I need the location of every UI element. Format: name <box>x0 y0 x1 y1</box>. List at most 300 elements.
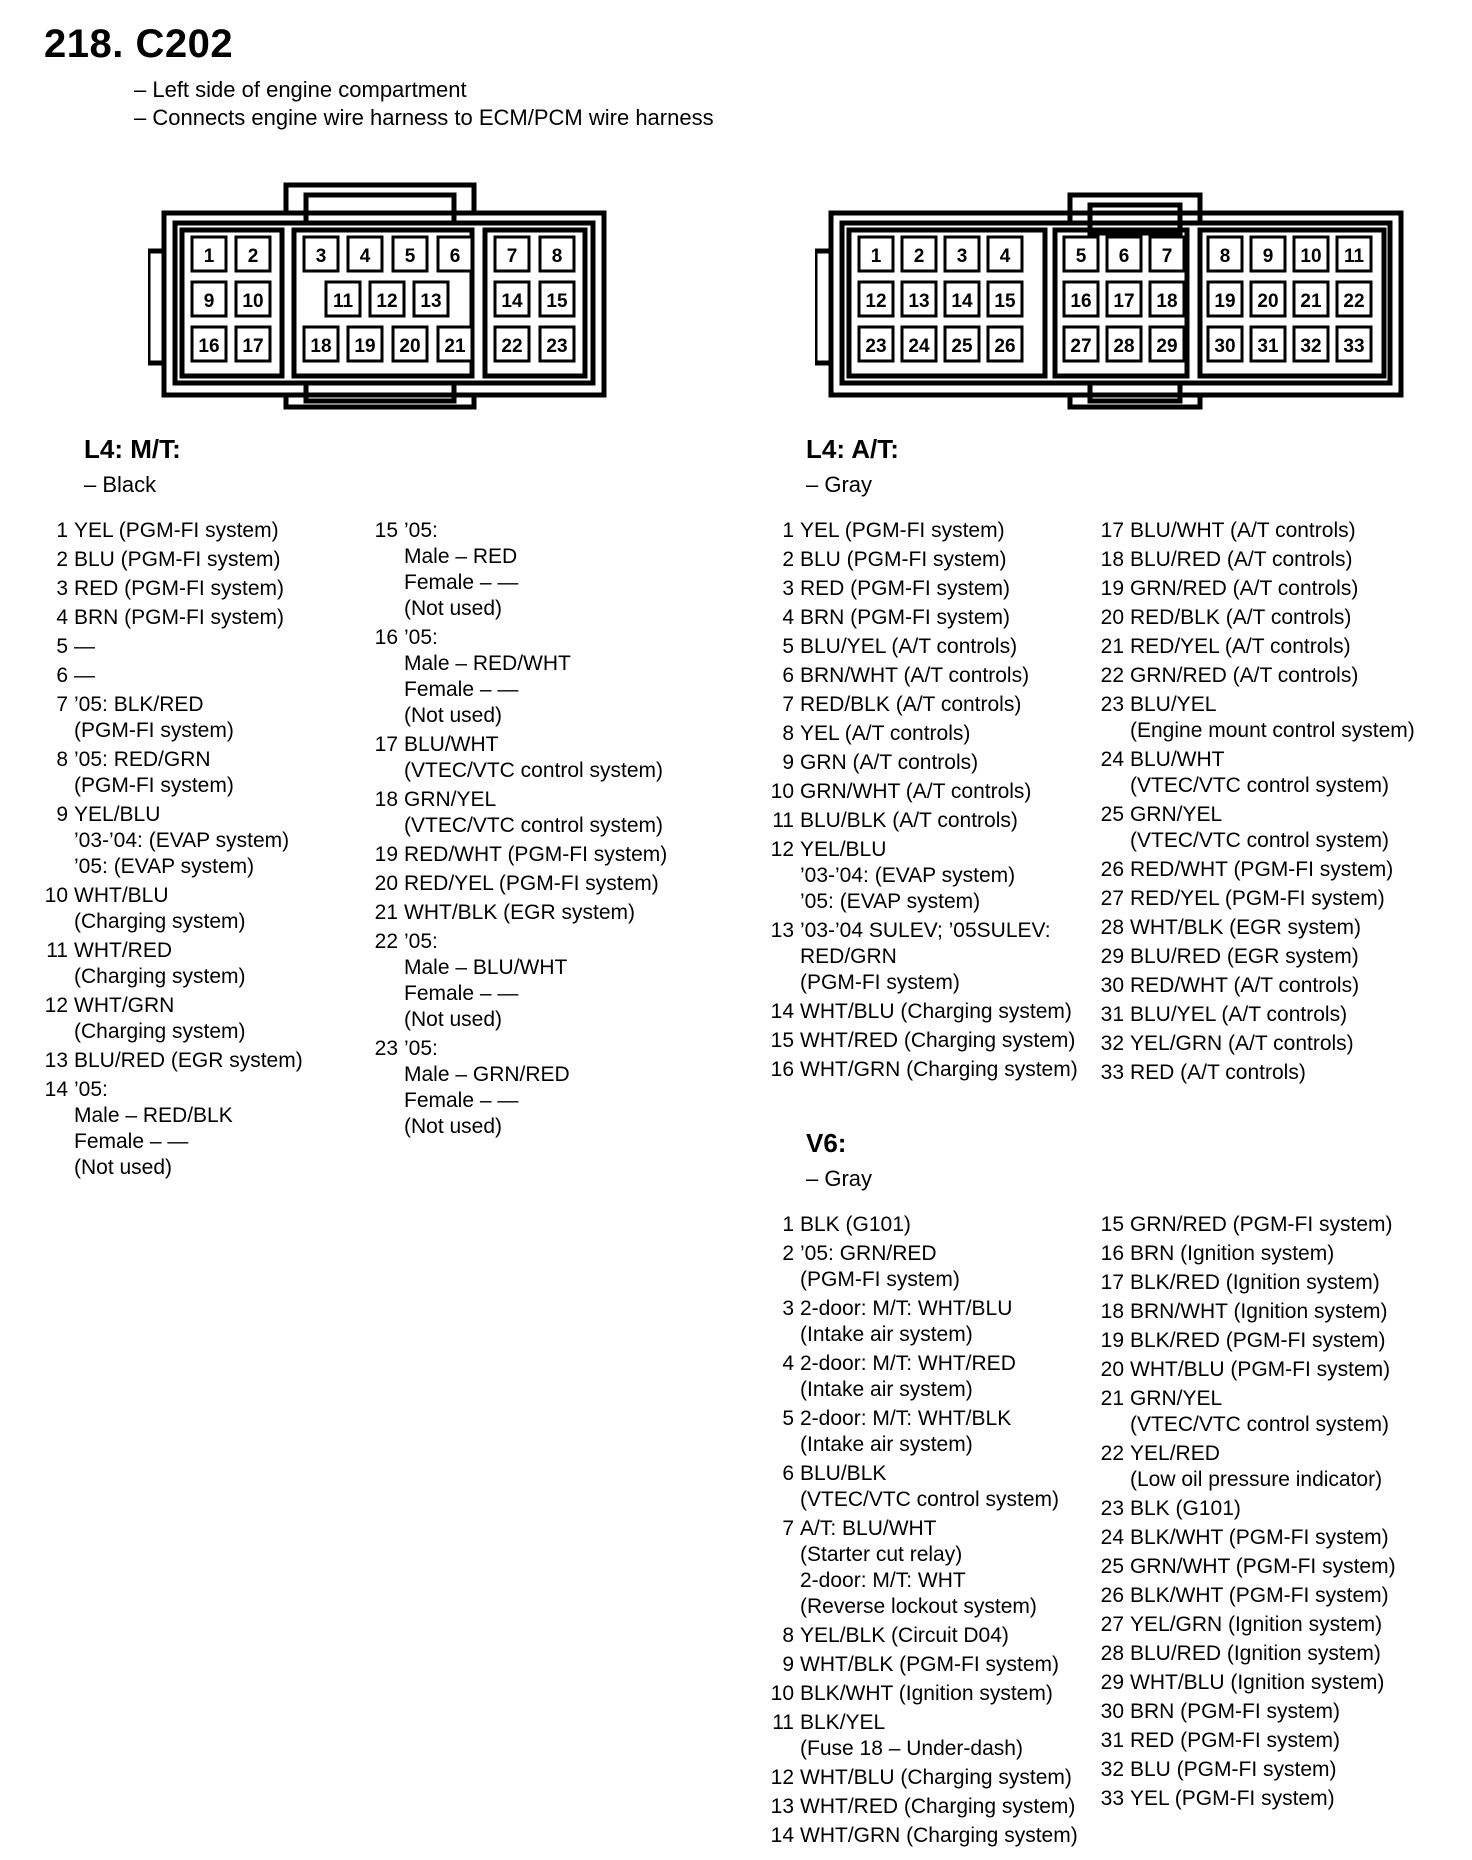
pin-label: 26 <box>994 336 1016 357</box>
pin-entry <box>766 1652 1078 1678</box>
pin-entry <box>1096 1328 1396 1354</box>
pin-description: RED (PGM-FI system) <box>74 577 284 600</box>
pin-entry <box>766 1212 1078 1238</box>
pin-number: 10 <box>770 780 794 803</box>
pin-description: BLU/WHT (VTEC/VTC control system) <box>404 733 664 782</box>
pin-label: 32 <box>1300 336 1322 357</box>
pin-label: 16 <box>1070 291 1092 312</box>
heading-l4-at: L4: A/T: <box>806 434 899 464</box>
pin-label: 33 <box>1343 336 1365 357</box>
pin-description: ’05: Male – RED/BLK Female – — (Not used) <box>74 1078 233 1179</box>
pin-number: 24 <box>1100 1526 1124 1549</box>
pin-description: YEL/BLK (Circuit D04) <box>800 1624 1009 1647</box>
pin-description: WHT/RED (Charging system) <box>800 1029 1076 1052</box>
pin-description: BLU/RED (EGR system) <box>1130 945 1359 968</box>
pin-number: 23 <box>374 1037 398 1060</box>
heading-l4-mt: L4: M/T: <box>84 434 181 464</box>
pin-description: RED/BLK (A/T controls) <box>800 693 1022 716</box>
pin-label: 22 <box>501 336 523 357</box>
pin-entry <box>40 576 303 602</box>
pin-entry <box>370 842 667 868</box>
pin-description: GRN/RED (A/T controls) <box>1130 664 1359 687</box>
pin-description: GRN/WHT (A/T controls) <box>800 780 1032 803</box>
pin-entry <box>1096 518 1415 544</box>
pin-description: ’05: Male – RED/WHT Female – — (Not used) <box>404 626 571 727</box>
pin-entry <box>40 605 303 631</box>
pin-number: 10 <box>770 1682 794 1705</box>
pin-number: 13 <box>770 919 794 942</box>
pin-number: 2 <box>782 548 794 571</box>
pin-label: 13 <box>908 291 930 312</box>
pin-description: ’05: Male – BLU/WHT Female – — (Not used) <box>404 930 568 1031</box>
pin-entry <box>40 993 303 1045</box>
pin-description: BLK/RED (Ignition system) <box>1130 1271 1380 1294</box>
pin-number: 25 <box>1100 1555 1124 1578</box>
pin-number: 4 <box>56 606 68 629</box>
pin-description: YEL (PGM-FI system) <box>800 519 1005 542</box>
pin-number: 31 <box>1100 1729 1124 1752</box>
pin-description: YEL/BLU ’03-’04: (EVAP system) ’05: (EVAP system) <box>74 803 290 878</box>
pin-entry <box>1096 1441 1396 1493</box>
pin-number: 22 <box>1100 1442 1124 1465</box>
pin-number: 1 <box>56 519 68 542</box>
pin-entry <box>766 779 1078 805</box>
pin-description: GRN/YEL (VTEC/VTC control system) <box>404 788 664 837</box>
pin-description: BLK/WHT (PGM-FI system) <box>1130 1584 1389 1607</box>
pin-entry <box>1096 1583 1396 1609</box>
pin-description: BLK (G101) <box>800 1213 911 1236</box>
pin-label: 19 <box>1214 291 1236 312</box>
pin-number: 13 <box>770 1795 794 1818</box>
pin-entry <box>766 605 1078 631</box>
pin-label: 30 <box>1214 336 1236 357</box>
pin-description: YEL/BLU ’03-’04: (EVAP system) ’05: (EVAP system) <box>800 838 1016 913</box>
pin-number: 31 <box>1100 1003 1124 1026</box>
heading-v6: V6: <box>806 1128 847 1158</box>
pin-number: 17 <box>374 733 398 756</box>
pin-number: 16 <box>374 626 398 649</box>
pin-entry <box>1096 886 1415 912</box>
pin-entry <box>1096 1554 1396 1580</box>
pin-entry <box>40 1048 303 1074</box>
pin-number: 11 <box>772 809 794 832</box>
pin-label: 21 <box>444 336 466 357</box>
pin-number: 30 <box>1100 1700 1124 1723</box>
pin-description: 2-door: M/T: WHT/BLK (Intake air system) <box>800 1407 1012 1456</box>
pin-entry <box>370 518 667 622</box>
pin-label: 7 <box>1161 246 1173 267</box>
pin-entry <box>1096 1757 1396 1783</box>
pin-entry <box>1096 915 1415 941</box>
pin-entry <box>766 547 1078 573</box>
pin-number: 18 <box>1100 1300 1124 1323</box>
pin-number: 26 <box>1100 858 1124 881</box>
pin-label: 3 <box>315 246 327 267</box>
pin-number: 6 <box>782 1462 794 1485</box>
pin-description: — <box>74 664 95 687</box>
pin-entry <box>1096 802 1415 854</box>
pin-number: 7 <box>56 693 68 716</box>
pin-number: 23 <box>1100 1497 1124 1520</box>
pin-number: 17 <box>1100 1271 1124 1294</box>
pin-entry <box>1096 747 1415 799</box>
pin-entry <box>766 1794 1078 1820</box>
pin-label: 28 <box>1113 336 1135 357</box>
pin-entry <box>370 787 667 839</box>
pin-entry <box>766 576 1078 602</box>
pin-number: 29 <box>1100 945 1124 968</box>
pin-label: 29 <box>1156 336 1178 357</box>
pin-description: BRN (Ignition system) <box>1130 1242 1335 1265</box>
pin-list-v6-col1 <box>766 1212 1078 1852</box>
pin-description: BLK/RED (PGM-FI system) <box>1130 1329 1386 1352</box>
pin-entry <box>766 1296 1078 1348</box>
pin-entry <box>766 1681 1078 1707</box>
pin-entry <box>40 747 303 799</box>
pin-description: ’05: RED/GRN (PGM-FI system) <box>74 748 234 797</box>
pin-entry <box>1096 1641 1396 1667</box>
pin-entry <box>370 625 667 729</box>
pin-number: 19 <box>374 843 398 866</box>
pin-label: 15 <box>546 291 568 312</box>
pin-entry <box>766 1461 1078 1513</box>
pin-entry <box>1096 1386 1396 1438</box>
pin-number: 16 <box>1100 1242 1124 1265</box>
pin-entry <box>1096 1299 1396 1325</box>
pin-number: 8 <box>782 1624 794 1647</box>
pin-description: 2-door: M/T: WHT/BLU (Intake air system) <box>800 1297 1013 1346</box>
pin-description: BLU/BLK (A/T controls) <box>800 809 1018 832</box>
pin-entry <box>1096 973 1415 999</box>
pin-description: WHT/BLU (Charging system) <box>800 1766 1072 1789</box>
pin-description: BLK (G101) <box>1130 1497 1241 1520</box>
pin-number: 27 <box>1100 887 1124 910</box>
pin-label: 18 <box>1156 291 1178 312</box>
pin-description: GRN (A/T controls) <box>800 751 979 774</box>
pin-number: 32 <box>1100 1758 1124 1781</box>
pin-number: 9 <box>782 1653 794 1676</box>
pin-description: GRN/YEL (VTEC/VTC control system) <box>1130 803 1390 852</box>
pin-description: RED (A/T controls) <box>1130 1061 1306 1084</box>
pin-entry <box>1096 857 1415 883</box>
pin-label: 17 <box>1113 291 1135 312</box>
pin-entry <box>1096 1270 1396 1296</box>
pin-entry <box>1096 1612 1396 1638</box>
pin-description: WHT/GRN (Charging system) <box>800 1824 1078 1847</box>
pin-entry <box>370 929 667 1033</box>
pin-entry <box>40 518 303 544</box>
pin-entry <box>766 663 1078 689</box>
pin-label: 11 <box>1343 246 1365 267</box>
pin-label: 5 <box>404 246 416 267</box>
pin-number: 3 <box>56 577 68 600</box>
pin-entry <box>766 1710 1078 1762</box>
pin-description: BLU/RED (EGR system) <box>74 1049 303 1072</box>
pin-number: 26 <box>1100 1584 1124 1607</box>
pin-entry <box>1096 663 1415 689</box>
pin-description: 2-door: M/T: WHT/RED (Intake air system) <box>800 1352 1016 1401</box>
pin-label: 5 <box>1075 246 1087 267</box>
pin-label: 3 <box>956 246 968 267</box>
pin-number: 5 <box>782 635 794 658</box>
connector-diagram-23pin <box>148 180 608 410</box>
pin-number: 28 <box>1100 1642 1124 1665</box>
pin-label: 10 <box>242 291 264 312</box>
pin-label: 9 <box>1262 246 1274 267</box>
pin-description: BLK/WHT (Ignition system) <box>800 1682 1053 1705</box>
pin-entry <box>1096 944 1415 970</box>
pin-label: 15 <box>994 291 1016 312</box>
pin-number: 6 <box>56 664 68 687</box>
pin-label: 24 <box>908 336 930 357</box>
pin-number: 13 <box>44 1049 68 1072</box>
pin-entry <box>766 750 1078 776</box>
description-connection: – Connects engine wire harness to ECM/PCM wire harness <box>134 105 714 130</box>
pin-number: 10 <box>44 884 68 907</box>
pin-entry <box>766 1623 1078 1649</box>
pin-entry <box>1096 1670 1396 1696</box>
pin-entry <box>1096 576 1415 602</box>
pin-description: A/T: BLU/WHT (Starter cut relay) 2-door: M/T: WHT (Reverse lockout system) <box>800 1517 1037 1618</box>
connector-diagram-33pin <box>815 180 1405 410</box>
pin-description: BLU (PGM-FI system) <box>74 548 281 571</box>
pin-label: 4 <box>999 246 1011 267</box>
pin-description: BRN (PGM-FI system) <box>1130 1700 1340 1723</box>
pin-number: 33 <box>1100 1787 1124 1810</box>
pin-number: 33 <box>1100 1061 1124 1084</box>
pin-number: 28 <box>1100 916 1124 939</box>
pin-entry <box>766 1028 1078 1054</box>
pin-label: 20 <box>399 336 421 357</box>
pin-description: BLU/YEL (Engine mount control system) <box>1130 693 1415 742</box>
pin-number: 9 <box>56 803 68 826</box>
pin-description: WHT/BLU (Charging system) <box>800 1000 1072 1023</box>
pin-entry <box>766 721 1078 747</box>
pin-label: 23 <box>546 336 568 357</box>
pin-label: 6 <box>1118 246 1130 267</box>
page-title: 218. C202 <box>44 22 234 66</box>
pin-number: 8 <box>56 748 68 771</box>
pin-label: 27 <box>1070 336 1092 357</box>
pin-label: 9 <box>203 291 215 312</box>
pin-description: WHT/BLK (EGR system) <box>1130 916 1362 939</box>
pin-description: WHT/RED (Charging system) <box>800 1795 1076 1818</box>
pin-entry <box>766 808 1078 834</box>
pin-description: BRN (PGM-FI system) <box>800 606 1010 629</box>
pin-number: 12 <box>770 838 794 861</box>
pin-description: RED/WHT (PGM-FI system) <box>404 843 668 866</box>
pin-label: 8 <box>551 246 563 267</box>
pin-label: 18 <box>310 336 332 357</box>
pin-description: RED/BLK (A/T controls) <box>1130 606 1352 629</box>
pin-label: 16 <box>198 336 220 357</box>
pin-entry <box>370 871 667 897</box>
pin-number: 18 <box>1100 548 1124 571</box>
pin-number: 22 <box>374 930 398 953</box>
pin-number: 18 <box>374 788 398 811</box>
pin-number: 20 <box>1100 1358 1124 1381</box>
pin-entry <box>1096 1212 1396 1238</box>
pin-label: 2 <box>247 246 259 267</box>
pin-label: 31 <box>1257 336 1279 357</box>
pin-number: 14 <box>770 1000 794 1023</box>
pin-number: 12 <box>770 1766 794 1789</box>
pin-entry <box>370 1036 667 1140</box>
pin-description: BLU/WHT (A/T controls) <box>1130 519 1356 542</box>
pin-number: 2 <box>782 1242 794 1265</box>
pin-description: RED (PGM-FI system) <box>1130 1729 1340 1752</box>
pin-number: 15 <box>374 519 398 542</box>
pin-entry <box>1096 1357 1396 1383</box>
pin-number: 1 <box>782 1213 794 1236</box>
pin-entry <box>766 1516 1078 1620</box>
pin-entry <box>766 999 1078 1025</box>
pin-description: BLK/WHT (PGM-FI system) <box>1130 1526 1389 1549</box>
pin-number: 3 <box>782 1297 794 1320</box>
pin-entry <box>40 663 303 689</box>
pin-entry <box>766 1765 1078 1791</box>
pin-label: 1 <box>203 246 215 267</box>
pin-label: 12 <box>376 291 398 312</box>
pin-description: YEL (PGM-FI system) <box>74 519 279 542</box>
pin-description: GRN/RED (A/T controls) <box>1130 577 1359 600</box>
pin-description: WHT/BLU (PGM-FI system) <box>1130 1358 1391 1381</box>
pin-description: ’05: GRN/RED (PGM-FI system) <box>800 1242 960 1291</box>
pin-number: 15 <box>770 1029 794 1052</box>
pin-description: WHT/GRN (Charging system) <box>74 994 246 1043</box>
pin-description: YEL/GRN (A/T controls) <box>1130 1032 1354 1055</box>
pin-label: 8 <box>1219 246 1231 267</box>
pin-number: 30 <box>1100 974 1124 997</box>
pin-description: GRN/WHT (PGM-FI system) <box>1130 1555 1396 1578</box>
pin-entry <box>1096 1241 1396 1267</box>
pin-label: 21 <box>1300 291 1322 312</box>
pin-entry <box>1096 1031 1415 1057</box>
pin-label: 14 <box>501 291 523 312</box>
pin-label: 1 <box>870 246 882 267</box>
pin-number: 4 <box>782 606 794 629</box>
pin-description: YEL/GRN (Ignition system) <box>1130 1613 1383 1636</box>
pin-label: 25 <box>951 336 973 357</box>
pin-description: BLU/WHT (VTEC/VTC control system) <box>1130 748 1390 797</box>
pin-description: BLU/BLK (VTEC/VTC control system) <box>800 1462 1060 1511</box>
pin-label: 7 <box>506 246 518 267</box>
pin-description: BLU/YEL (A/T controls) <box>800 635 1018 658</box>
pin-description: ’05: Male – GRN/RED Female – — (Not used) <box>404 1037 570 1138</box>
connector-color-l4-at: – Gray <box>806 472 873 497</box>
pin-description: BRN/WHT (Ignition system) <box>1130 1300 1388 1323</box>
pin-label: 11 <box>332 291 354 312</box>
pin-number: 17 <box>1100 519 1124 542</box>
pin-number: 21 <box>374 901 398 924</box>
pin-number: 19 <box>1100 577 1124 600</box>
pin-description: WHT/BLU (Charging system) <box>74 884 246 933</box>
pin-entry <box>40 938 303 990</box>
pin-label: 14 <box>951 291 973 312</box>
pin-entry <box>766 1241 1078 1293</box>
pin-entry <box>1096 692 1415 744</box>
pin-entry <box>1096 1525 1396 1551</box>
pin-entry <box>766 1823 1078 1849</box>
pin-description: ’05: BLK/RED (PGM-FI system) <box>74 693 234 742</box>
pin-number: 22 <box>1100 664 1124 687</box>
pin-entry <box>40 883 303 935</box>
pin-description: YEL/RED (Low oil pressure indicator) <box>1130 1442 1383 1491</box>
pin-number: 9 <box>782 751 794 774</box>
pin-label: 13 <box>420 291 442 312</box>
pin-label: 12 <box>865 291 887 312</box>
pin-description: RED/YEL (PGM-FI system) <box>404 872 659 895</box>
pin-number: 23 <box>1100 693 1124 716</box>
pin-label: 20 <box>1257 291 1279 312</box>
pin-entry <box>1096 1060 1415 1086</box>
pin-number: 14 <box>44 1078 68 1101</box>
pin-number: 29 <box>1100 1671 1124 1694</box>
pin-number: 19 <box>1100 1329 1124 1352</box>
description-location: – Left side of engine compartment <box>134 77 467 102</box>
pin-number: 12 <box>44 994 68 1017</box>
pin-number: 11 <box>46 939 68 962</box>
pin-entry <box>766 692 1078 718</box>
pin-entry <box>766 837 1078 915</box>
pin-number: 25 <box>1100 803 1124 826</box>
pin-entry <box>1096 1496 1396 1522</box>
pin-entry <box>1096 1002 1415 1028</box>
pin-description: YEL (PGM-FI system) <box>1130 1787 1335 1810</box>
pin-number: 7 <box>782 1517 794 1540</box>
pin-entry <box>40 692 303 744</box>
pin-description: WHT/GRN (Charging system) <box>800 1058 1078 1081</box>
pin-list-l4-at-col1 <box>766 518 1078 1086</box>
pin-number: 6 <box>782 664 794 687</box>
pin-entry <box>766 1406 1078 1458</box>
pin-number: 20 <box>1100 606 1124 629</box>
pin-description: BLK/YEL (Fuse 18 – Under-dash) <box>800 1711 1023 1760</box>
pin-list-l4-mt-col1 <box>40 518 303 1184</box>
pin-description: BRN/WHT (A/T controls) <box>800 664 1030 687</box>
pin-list-l4-mt-col2 <box>370 518 667 1143</box>
pin-description: — <box>74 635 95 658</box>
pin-number: 5 <box>782 1407 794 1430</box>
pin-label: 19 <box>354 336 376 357</box>
pin-description: BLU/RED (A/T controls) <box>1130 548 1353 571</box>
pin-description: RED/WHT (PGM-FI system) <box>1130 858 1394 881</box>
pin-label: 23 <box>865 336 887 357</box>
pin-number: 8 <box>782 722 794 745</box>
pin-description: WHT/BLK (PGM-FI system) <box>800 1653 1059 1676</box>
pin-description: RED/WHT (A/T controls) <box>1130 974 1360 997</box>
pin-number: 11 <box>772 1711 794 1734</box>
pin-description: RED (PGM-FI system) <box>800 577 1010 600</box>
pin-number: 16 <box>770 1058 794 1081</box>
pin-number: 7 <box>782 693 794 716</box>
pin-list-v6-col2 <box>1096 1212 1396 1815</box>
pin-description: YEL (A/T controls) <box>800 722 971 745</box>
pin-description: RED/YEL (PGM-FI system) <box>1130 887 1385 910</box>
pin-number: 4 <box>782 1352 794 1375</box>
pin-number: 27 <box>1100 1613 1124 1636</box>
pin-entry <box>40 1077 303 1181</box>
pin-entry <box>766 1057 1078 1083</box>
connector-color-v6: – Gray <box>806 1166 873 1191</box>
pin-entry <box>766 518 1078 544</box>
pin-description: BLU (PGM-FI system) <box>1130 1758 1337 1781</box>
connector-color-l4-mt: – Black <box>84 472 157 497</box>
pin-list-l4-at-col2 <box>1096 518 1415 1089</box>
pin-entry <box>1096 634 1415 660</box>
pin-label: 17 <box>242 336 264 357</box>
pin-description: WHT/RED (Charging system) <box>74 939 246 988</box>
